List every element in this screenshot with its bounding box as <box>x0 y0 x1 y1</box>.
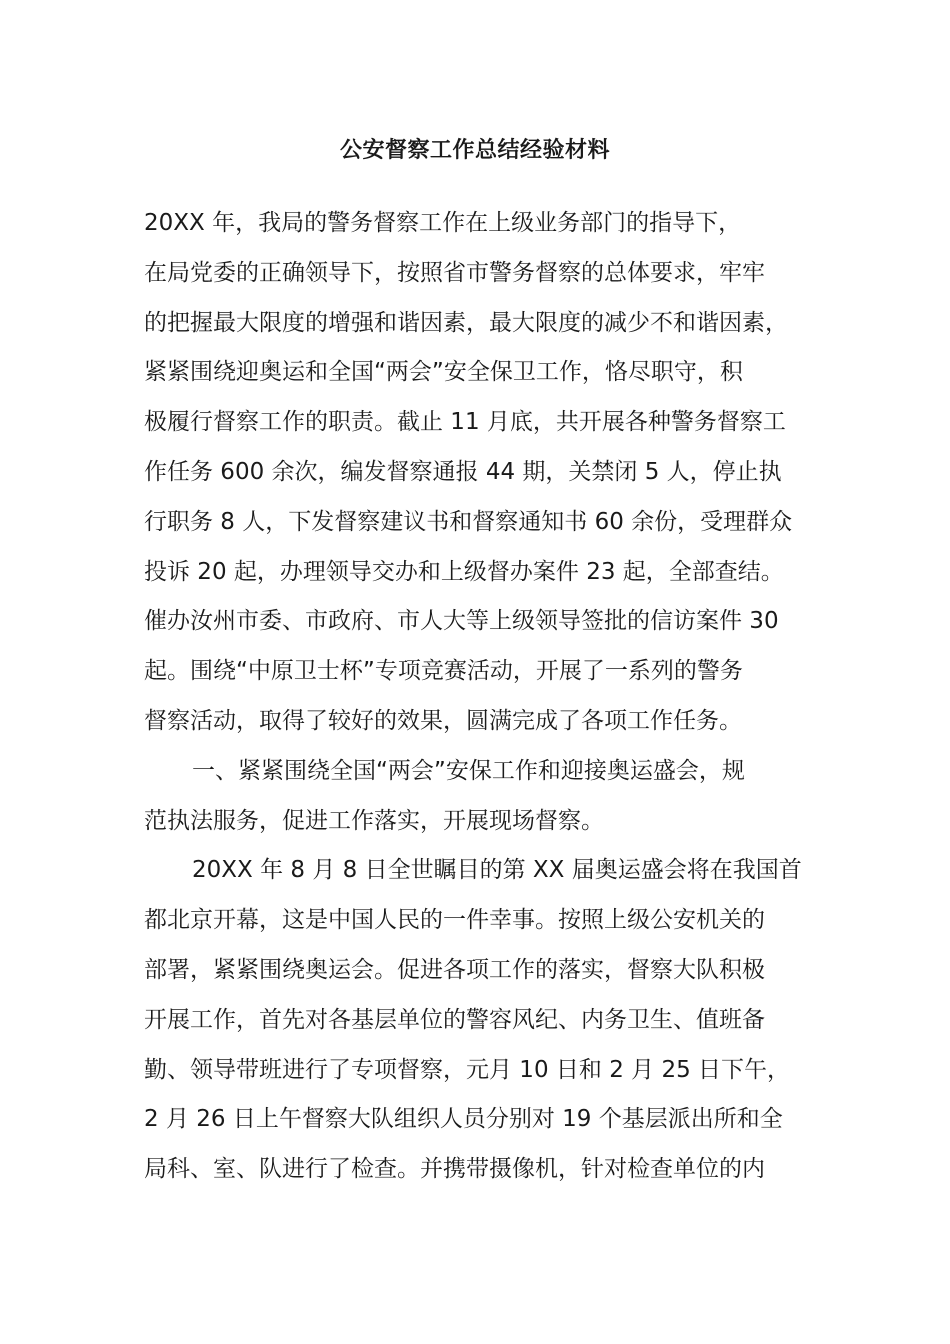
text-line: 开展工作，首先对各基层单位的警容风纪、内务卫生、值班备 <box>144 1006 765 1033</box>
text-line: 起。围绕“中原卫士杯”专项竞赛活动，开展了一系列的警务 <box>144 658 743 685</box>
text-line: 都北京开幕，这是中国人民的一件幸事。按照上级公安机关的 <box>144 907 765 934</box>
text-line: 行职务 8 人，下发督察建议书和督察通知书 60 余份，受理群众 <box>144 508 793 535</box>
text-line: 20XX 年 8 月 8 日全世瞩目的第 XX 届奥运盛会将在我国首 <box>192 857 802 884</box>
text-line: 的把握最大限度的增强和谐因素，最大限度的减少不和谐因素， <box>144 309 788 336</box>
document-body <box>144 203 824 1199</box>
text-line: 紧紧围绕迎奥运和全国“两会”安全保卫工作，恪尽职守，积 <box>144 359 743 386</box>
text-line: 催办汝州市委、市政府、市人大等上级领导签批的信访案件 30 <box>144 608 779 635</box>
text-line: 一、紧紧围绕全国“两会”安保工作和迎接奥运盛会，规 <box>192 757 745 784</box>
text-line: 作任务 600 余次，编发督察通报 44 期，关禁闭 5 人，停止执 <box>144 458 782 485</box>
text-line: 在局党委的正确领导下，按照省市警务督察的总体要求，牢牢 <box>144 259 765 286</box>
text-line: 督察活动，取得了较好的效果，圆满完成了各项工作任务。 <box>144 707 742 734</box>
text-line: 2 月 26 日上午督察大队组织人员分别对 19 个基层派出所和全 <box>144 1106 783 1133</box>
text-line: 20XX 年，我局的警务督察工作在上级业务部门的指导下， <box>144 210 742 236</box>
text-line: 勤、领导带班进行了专项督察，元月 10 日和 2 月 25 日下午， <box>144 1056 791 1083</box>
text-line: 极履行督察工作的职责。截止 11 月底，共开展各种警务督察工 <box>144 409 786 436</box>
document-title: 公安督察工作总结经验材料 <box>339 138 610 163</box>
text-line: 局科、室、队进行了检查。并携带摄像机，针对检查单位的内 <box>144 1156 765 1183</box>
text-line: 投诉 20 起，办理领导交办和上级督办案件 23 起，全部查结。 <box>144 558 784 585</box>
text-line: 范执法服务，促进工作落实，开展现场督察。 <box>144 807 604 834</box>
text-line: 部署，紧紧围绕奥运会。促进各项工作的落实，督察大队积极 <box>144 956 765 983</box>
